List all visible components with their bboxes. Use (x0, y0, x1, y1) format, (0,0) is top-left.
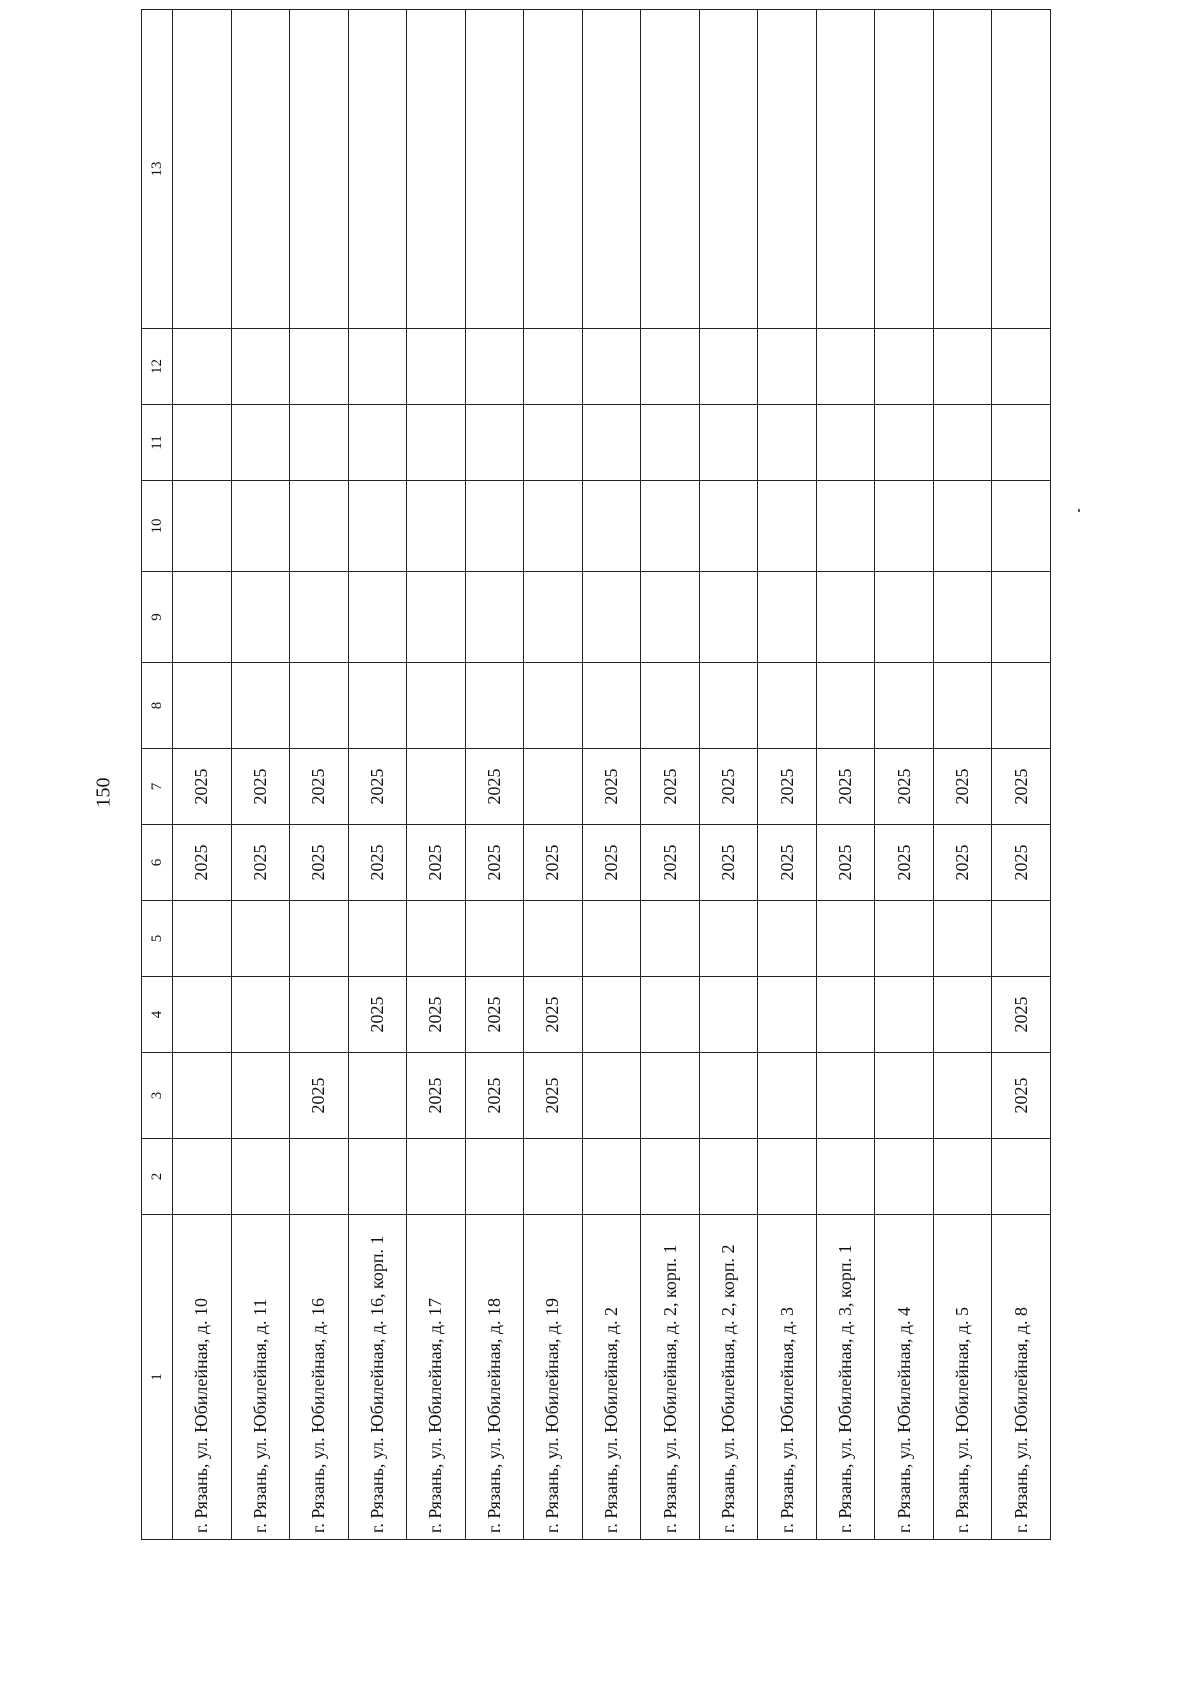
value-cell (348, 10, 407, 329)
table-row (524, 10, 583, 1540)
value-cell (992, 329, 1051, 405)
value-cell: 2025 (173, 825, 232, 901)
value-cell (524, 901, 583, 977)
value-cell (992, 1139, 1051, 1215)
value-cell (231, 405, 290, 481)
value-cell (290, 1139, 349, 1215)
value-cell (348, 329, 407, 405)
value-cell (348, 405, 407, 481)
value-cell (816, 481, 875, 572)
address-cell: г. Рязань, ул. Юбилейная, д. 3, корп. 1 (816, 1215, 875, 1540)
value-cell: 2025 (933, 749, 992, 825)
table-row (641, 10, 700, 1540)
value-cell (875, 901, 934, 977)
value-cell (816, 1053, 875, 1139)
value-cell (699, 977, 758, 1053)
page-number (92, 762, 116, 822)
column-header: 8 (142, 663, 173, 749)
value-cell (758, 405, 817, 481)
value-cell (173, 1053, 232, 1139)
value-cell (992, 405, 1051, 481)
value-cell: 2025 (758, 825, 817, 901)
value-cell (348, 901, 407, 977)
value-cell (933, 405, 992, 481)
value-cell (992, 572, 1051, 663)
value-cell (465, 1139, 524, 1215)
data-table (141, 9, 1051, 1540)
value-cell (524, 405, 583, 481)
value-cell (582, 901, 641, 977)
value-cell: 2025 (582, 749, 641, 825)
value-cell (758, 572, 817, 663)
value-cell (407, 10, 466, 329)
value-cell (524, 663, 583, 749)
value-cell (524, 1139, 583, 1215)
value-cell (875, 572, 934, 663)
value-cell (407, 481, 466, 572)
value-cell (290, 663, 349, 749)
value-cell (816, 329, 875, 405)
value-cell: 2025 (699, 749, 758, 825)
table-row (699, 10, 758, 1540)
value-cell: 2025 (231, 825, 290, 901)
value-cell (758, 1053, 817, 1139)
value-cell (173, 329, 232, 405)
value-cell (524, 572, 583, 663)
table-row (231, 10, 290, 1540)
value-cell: 2025 (465, 977, 524, 1053)
value-cell (875, 663, 934, 749)
value-cell (465, 663, 524, 749)
value-cell (407, 663, 466, 749)
address-cell: г. Рязань, ул. Юбилейная, д. 16, корп. 1 (348, 1215, 407, 1540)
table-row (465, 10, 524, 1540)
address-cell: г. Рязань, ул. Юбилейная, д. 4 (875, 1215, 934, 1540)
value-cell (641, 977, 700, 1053)
value-cell (231, 329, 290, 405)
column-header: 5 (142, 901, 173, 977)
address-cell: г. Рязань, ул. Юбилейная, д. 5 (933, 1215, 992, 1540)
value-cell (465, 329, 524, 405)
value-cell (641, 663, 700, 749)
value-cell: 2025 (348, 825, 407, 901)
value-cell (290, 977, 349, 1053)
value-cell (524, 329, 583, 405)
value-cell (933, 663, 992, 749)
value-cell (524, 10, 583, 329)
table-header-row (142, 10, 173, 1540)
value-cell (407, 901, 466, 977)
value-cell: 2025 (290, 825, 349, 901)
value-cell (173, 901, 232, 977)
value-cell (875, 977, 934, 1053)
value-cell (582, 481, 641, 572)
value-cell: 2025 (407, 977, 466, 1053)
value-cell (231, 977, 290, 1053)
value-cell: 2025 (524, 1053, 583, 1139)
value-cell: 2025 (524, 977, 583, 1053)
value-cell (348, 572, 407, 663)
value-cell (524, 481, 583, 572)
value-cell (407, 749, 466, 825)
value-cell (290, 901, 349, 977)
column-header: 3 (142, 1053, 173, 1139)
value-cell: 2025 (699, 825, 758, 901)
table-row (992, 10, 1051, 1540)
value-cell (524, 749, 583, 825)
value-cell (758, 901, 817, 977)
value-cell (933, 1053, 992, 1139)
value-cell (641, 572, 700, 663)
value-cell (875, 10, 934, 329)
rotated-table-container (141, 110, 1051, 1540)
value-cell (173, 481, 232, 572)
value-cell (641, 1139, 700, 1215)
column-header: 13 (142, 10, 173, 329)
column-header: 12 (142, 329, 173, 405)
address-cell: г. Рязань, ул. Юбилейная, д. 11 (231, 1215, 290, 1540)
value-cell (816, 1139, 875, 1215)
value-cell (641, 481, 700, 572)
value-cell (231, 481, 290, 572)
value-cell: 2025 (875, 749, 934, 825)
value-cell (290, 405, 349, 481)
value-cell (699, 572, 758, 663)
value-cell: 2025 (524, 825, 583, 901)
value-cell (641, 1053, 700, 1139)
column-header: 9 (142, 572, 173, 663)
address-cell: г. Рязань, ул. Юбилейная, д. 3 (758, 1215, 817, 1540)
value-cell (875, 329, 934, 405)
value-cell (933, 10, 992, 329)
value-cell (290, 481, 349, 572)
value-cell (407, 1139, 466, 1215)
value-cell (465, 10, 524, 329)
address-cell: г. Рязань, ул. Юбилейная, д. 17 (407, 1215, 466, 1540)
value-cell: 2025 (231, 749, 290, 825)
table-row (290, 10, 349, 1540)
value-cell: 2025 (992, 977, 1051, 1053)
value-cell: 2025 (407, 1053, 466, 1139)
table-row (875, 10, 934, 1540)
value-cell (699, 10, 758, 329)
value-cell (875, 1053, 934, 1139)
address-cell: г. Рязань, ул. Юбилейная, д. 2 (582, 1215, 641, 1540)
scan-speck (1078, 509, 1080, 512)
value-cell (933, 572, 992, 663)
value-cell (465, 481, 524, 572)
value-cell (699, 405, 758, 481)
value-cell (582, 1139, 641, 1215)
address-cell: г. Рязань, ул. Юбилейная, д. 18 (465, 1215, 524, 1540)
table-body (173, 10, 1051, 1540)
column-header: 4 (142, 977, 173, 1053)
value-cell (875, 481, 934, 572)
value-cell (173, 572, 232, 663)
value-cell (699, 901, 758, 977)
value-cell (875, 405, 934, 481)
value-cell (816, 901, 875, 977)
value-cell (641, 405, 700, 481)
value-cell (173, 10, 232, 329)
value-cell (699, 481, 758, 572)
table-row (407, 10, 466, 1540)
value-cell (348, 1139, 407, 1215)
value-cell: 2025 (992, 1053, 1051, 1139)
value-cell (582, 405, 641, 481)
value-cell: 2025 (641, 825, 700, 901)
value-cell (699, 663, 758, 749)
value-cell: 2025 (875, 825, 934, 901)
address-cell: г. Рязань, ул. Юбилейная, д. 2, корп. 2 (699, 1215, 758, 1540)
value-cell (231, 663, 290, 749)
value-cell (290, 10, 349, 329)
value-cell (758, 481, 817, 572)
value-cell (699, 329, 758, 405)
value-cell: 2025 (992, 825, 1051, 901)
value-cell (348, 1053, 407, 1139)
table-row (582, 10, 641, 1540)
value-cell (582, 572, 641, 663)
value-cell: 2025 (582, 825, 641, 901)
value-cell (641, 329, 700, 405)
value-cell (933, 977, 992, 1053)
column-header: 2 (142, 1139, 173, 1215)
value-cell (933, 329, 992, 405)
value-cell (816, 977, 875, 1053)
value-cell: 2025 (290, 1053, 349, 1139)
value-cell (933, 901, 992, 977)
table-row (758, 10, 817, 1540)
value-cell (641, 901, 700, 977)
value-cell (290, 329, 349, 405)
value-cell (816, 572, 875, 663)
address-cell: г. Рязань, ул. Юбилейная, д. 16 (290, 1215, 349, 1540)
value-cell (816, 663, 875, 749)
value-cell (992, 10, 1051, 329)
value-cell (582, 1053, 641, 1139)
address-cell: г. Рязань, ул. Юбилейная, д. 10 (173, 1215, 232, 1540)
value-cell (231, 572, 290, 663)
value-cell (933, 1139, 992, 1215)
value-cell (407, 572, 466, 663)
value-cell (231, 901, 290, 977)
column-header: 1 (142, 1215, 173, 1540)
value-cell: 2025 (348, 977, 407, 1053)
page-number-text: 150 (92, 777, 115, 807)
value-cell (582, 10, 641, 329)
value-cell (348, 481, 407, 572)
value-cell (582, 977, 641, 1053)
table-row (173, 10, 232, 1540)
value-cell (231, 1053, 290, 1139)
value-cell (173, 663, 232, 749)
address-cell: г. Рязань, ул. Юбилейная, д. 19 (524, 1215, 583, 1540)
value-cell (758, 10, 817, 329)
value-cell (816, 10, 875, 329)
value-cell: 2025 (933, 825, 992, 901)
value-cell (348, 663, 407, 749)
value-cell (582, 663, 641, 749)
value-cell (173, 977, 232, 1053)
value-cell (231, 10, 290, 329)
value-cell (933, 481, 992, 572)
value-cell: 2025 (758, 749, 817, 825)
column-header: 11 (142, 405, 173, 481)
value-cell (875, 1139, 934, 1215)
value-cell: 2025 (816, 825, 875, 901)
value-cell (699, 1053, 758, 1139)
value-cell (992, 663, 1051, 749)
value-cell (582, 329, 641, 405)
value-cell (407, 329, 466, 405)
value-cell (231, 1139, 290, 1215)
value-cell: 2025 (465, 1053, 524, 1139)
value-cell: 2025 (992, 749, 1051, 825)
value-cell: 2025 (465, 825, 524, 901)
value-cell (407, 405, 466, 481)
value-cell: 2025 (465, 749, 524, 825)
value-cell: 2025 (816, 749, 875, 825)
value-cell: 2025 (348, 749, 407, 825)
value-cell (758, 977, 817, 1053)
value-cell (173, 1139, 232, 1215)
value-cell (758, 663, 817, 749)
value-cell (465, 405, 524, 481)
value-cell: 2025 (641, 749, 700, 825)
column-header: 7 (142, 749, 173, 825)
value-cell (758, 329, 817, 405)
value-cell (699, 1139, 758, 1215)
value-cell (290, 572, 349, 663)
value-cell: 2025 (290, 749, 349, 825)
value-cell (465, 572, 524, 663)
value-cell (641, 10, 700, 329)
value-cell (173, 405, 232, 481)
table-row (816, 10, 875, 1540)
value-cell (992, 481, 1051, 572)
column-header: 6 (142, 825, 173, 901)
address-cell: г. Рязань, ул. Юбилейная, д. 2, корп. 1 (641, 1215, 700, 1540)
value-cell: 2025 (407, 825, 466, 901)
value-cell (465, 901, 524, 977)
value-cell (758, 1139, 817, 1215)
value-cell: 2025 (173, 749, 232, 825)
column-header: 10 (142, 481, 173, 572)
table-row (348, 10, 407, 1540)
table-row (933, 10, 992, 1540)
value-cell (992, 901, 1051, 977)
address-cell: г. Рязань, ул. Юбилейная, д. 8 (992, 1215, 1051, 1540)
value-cell (816, 405, 875, 481)
